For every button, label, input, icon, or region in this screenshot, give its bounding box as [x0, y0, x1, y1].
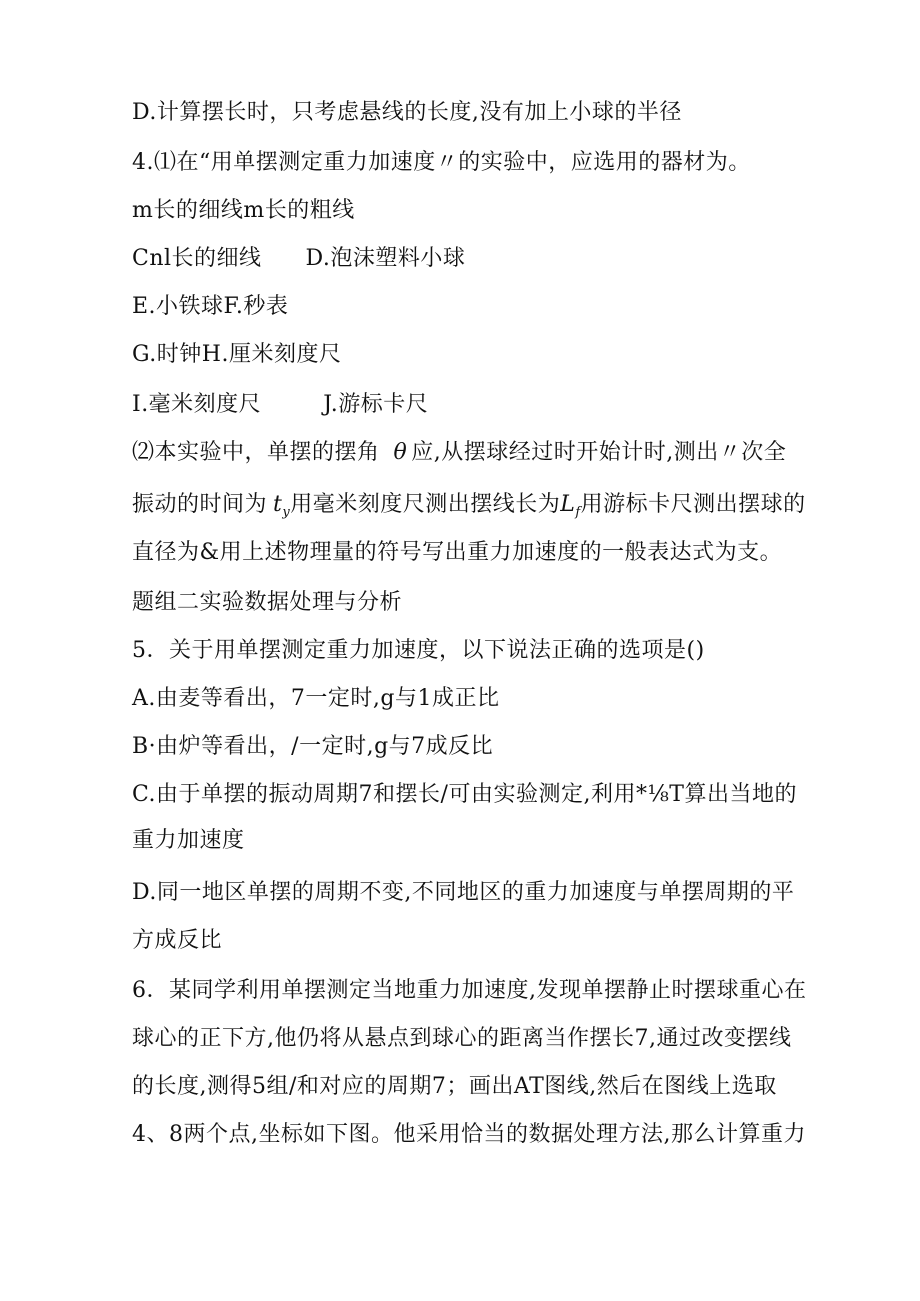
- question-4-line: [132, 148, 751, 178]
- option-a-line: [132, 684, 499, 714]
- text: 用游标卡尺测出摆球的: [580, 492, 806, 517]
- theta-symbol: θ: [393, 440, 408, 465]
- equipment-line-1: [132, 196, 355, 226]
- question-5-line: [132, 636, 705, 666]
- text: m长的细线m长的粗线: [132, 198, 355, 223]
- text: 4.⑴在“用单摆测定重力加速度〃的实验中，应选用的器材为。: [132, 150, 751, 175]
- option-d-line: [132, 98, 682, 128]
- text: 振动的时间为: [132, 492, 268, 517]
- question-6-line-3: [132, 1072, 777, 1102]
- equipment-line-5: [132, 390, 428, 420]
- text: 4、8两个点,坐标如下图。他采用恰当的数据处理方法,那么计算重力: [132, 1122, 806, 1147]
- question-6-line-4: [132, 1120, 806, 1150]
- text: 6．某同学利用单摆测定当地重力加速度,发现单摆静止时摆球重心在: [132, 978, 807, 1003]
- text: 5．关于用单摆测定重力加速度，以下说法正确的选项是(): [132, 638, 705, 663]
- text: E.小铁球F.秒表: [132, 294, 289, 319]
- text: D.计算摆长时，只考虑悬线的长度,没有加上小球的半径: [132, 100, 682, 125]
- section-heading: [132, 588, 402, 618]
- question-6-line-2: [132, 1024, 792, 1054]
- text: 应,从摆球经过时开始计时,测出〃次全: [411, 440, 787, 465]
- question-4-part-2-line-3: [132, 538, 782, 568]
- question-4-part-2-line: [132, 438, 786, 468]
- question-4-part-2-line-2: [132, 490, 806, 528]
- text: 方成反比: [132, 928, 223, 953]
- equipment-line-2: [132, 244, 465, 274]
- equipment-line-3: [132, 292, 288, 322]
- text: C.由于单摆的振动周期7和摆长/可由实验测定,利用*⅛T算出当地的: [132, 782, 797, 807]
- text: A.由麦等看出，7一定时,g与1成正比: [132, 686, 500, 711]
- text: J.游标卡尺: [323, 392, 429, 417]
- l-symbol: L: [560, 492, 576, 517]
- text: 重力加速度: [132, 828, 245, 853]
- option-b-line: [132, 732, 493, 762]
- text: 题组二实验数据处理与分析: [132, 590, 403, 615]
- text: D.同一地区单摆的周期不变,不同地区的重力加速度与单摆周期的平: [132, 880, 795, 905]
- text: 用毫米刻度尺测出摆线长为: [290, 492, 561, 517]
- t-symbol: t: [273, 492, 283, 517]
- text: 球心的正下方,他仍将从悬点到球心的距离当作摆长7,通过改变摆线: [132, 1026, 792, 1051]
- text: I.毫米刻度尺: [132, 392, 262, 417]
- option-c-line-2: [132, 826, 245, 856]
- text: Cnl长的细线: [132, 246, 262, 271]
- text: B·由炉等看出，/一定时,g与7成反比: [132, 734, 494, 759]
- l-subscript: f: [575, 505, 581, 520]
- text: 的长度,测得5组/和对应的周期7；画出AT图线,然后在图线上选取: [132, 1074, 777, 1099]
- text: D.泡沫塑料小球: [305, 246, 466, 271]
- t-subscript: y: [282, 505, 291, 520]
- text: G.时钟H.厘米刻度尺: [132, 342, 342, 367]
- question-6-line: [132, 976, 807, 1006]
- text: ⑵本实验中，单摆的摆角: [132, 440, 380, 465]
- option-d2-line: [132, 878, 794, 908]
- text: 直径为&用上述物理量的符号写出重力加速度的一般表达式为支。: [132, 540, 783, 565]
- option-d2-line-2: [132, 926, 222, 956]
- equipment-line-4: [132, 340, 341, 370]
- option-c-line: [132, 780, 797, 810]
